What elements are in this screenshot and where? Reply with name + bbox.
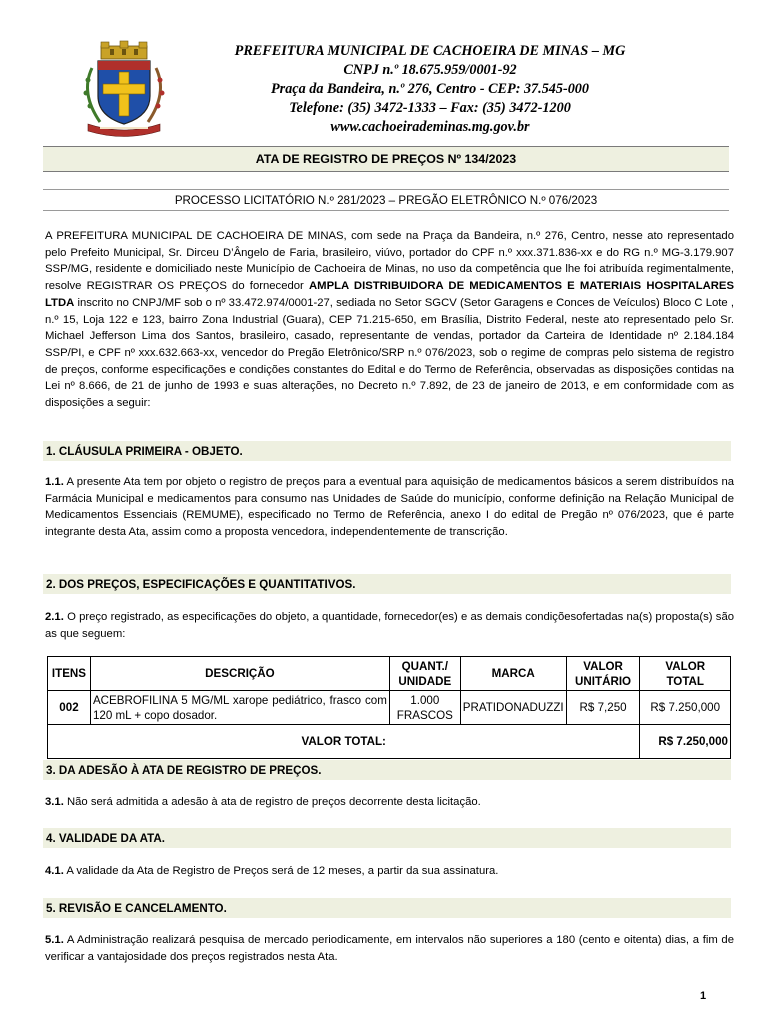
page-number: 1 xyxy=(700,990,707,1002)
price-table xyxy=(47,656,731,759)
clause-1-1 xyxy=(45,474,734,541)
col-header-vunit-line2: UNITÁRIO xyxy=(575,674,632,688)
municipal-coat-of-arms xyxy=(74,38,174,138)
clause-text: A validade da Ata de Registro de Preços será de 12 meses, a partir da sua assinatura. xyxy=(66,865,499,877)
col-header-descricao: DESCRIÇÃO xyxy=(90,657,389,691)
col-header-quant-line2: UNIDADE xyxy=(398,674,452,688)
section-5-heading: 5. REVISÃO E CANCELAMENTO. xyxy=(43,898,731,918)
clause-number: 3.1. xyxy=(45,796,64,808)
clause-text: A presente Ata tem por objeto o registro de preços para a eventual para aquisição de medicamentos básicos a serem distribuídos na Farmácia Municipal e medicamentos para consumo nas Unidades de Saúde do município, conforme definição na Relação Municipal de Medicamentos Essenciais (REMUME), especificado no Termo de Referência, anexo I do edital de Pregão nº 076/2023, que é parte integrante desta Ata, assim como a proposta vencedora, independentemente de transcrição. xyxy=(45,476,735,539)
clause-text: Não será admitida a adesão à ata de registro de preços decorrente desta licitação. xyxy=(66,796,481,808)
col-header-quant-line1: QUANT./ xyxy=(401,659,448,673)
intro-text-2: inscrito no CNPJ/MF sob o nº 33.472.974/0001-27, sediada no Setor SGCV (Setor Garagens e Conces de Veículos) Bloco C Lote , n.º 15, Loja 122 e 123, bairro Zona Industrial (Guara), CEP 71.215-650, em Brasília, Distrito Federal, neste ato representado pelo Sr. Michael Jefferson Lima dos Santos, brasileiro, casado, representante de vendas, portador da Carteira de Identidade nº 2.184.184 SSP/PI, e CPF nº xxx.632.663-xx, vencedor do Pregão Eletrônico/SRP n.º 076/2023, sob o regime de compras pelo sistema de registro de preços, conforme especificações e condições constantes do Edital e do Termo de Referência, observadas as disposições contidas na Lei nº 8.666, de 21 de junho de 1993 e suas alterações, no Decreto n.º 7.892, de 23 de janeiro de 2013, e em conformidade com as disposições a seguir: xyxy=(45,296,734,410)
clause-text: O preço registrado, as especificações do objeto, a quantidade, fornecedor(es) e as demais condiçõesofertadas na(s) proposta(s) são as que seguem: xyxy=(45,611,735,640)
col-header-vtotal-line1: VALOR xyxy=(665,659,706,673)
section-2-heading: 2. DOS PREÇOS, ESPECIFICAÇÕES E QUANTITATIVOS. xyxy=(43,574,731,594)
col-header-vtotal-line2: TOTAL xyxy=(666,674,705,688)
letterhead-municipality: PREFEITURA MUNICIPAL DE CACHOEIRA DE MINAS – MG xyxy=(234,43,626,59)
letterhead-website: www.cachoeirademinas.mg.gov.br xyxy=(330,119,530,135)
clause-number: 5.1. xyxy=(45,934,64,946)
cell-descricao: ACEBROFILINA 5 MG/ML xarope pediátrico, frasco com 120 mL + copo dosador. xyxy=(90,691,389,725)
cell-valor-unitario: R$ 7,250 xyxy=(566,691,640,725)
col-header-itens: ITENS xyxy=(48,657,91,691)
letterhead-address: Praça da Bandeira, n.º 276, Centro - CEP: 37.545-000 xyxy=(271,81,589,97)
cell-valor-total: R$ 7.250,000 xyxy=(640,691,731,725)
clause-4-1 xyxy=(45,863,734,880)
col-header-vunit-line1: VALOR xyxy=(583,659,623,673)
clause-text: A Administração realizará pesquisa de mercado periodicamente, em intervalos não superiores a 180 (cento e oitenta) dias, a fim de verificar a vantajosidade dos preços registrados nesta Ata. xyxy=(45,934,734,963)
table-total-row xyxy=(48,725,731,759)
cell-total-value: R$ 7.250,000 xyxy=(640,725,731,759)
cell-item: 002 xyxy=(48,691,91,725)
section-3-heading: 3. DA ADESÃO À ATA DE REGISTRO DE PREÇOS. xyxy=(43,760,731,780)
intro-paragraph xyxy=(45,228,734,412)
col-header-valor-total xyxy=(640,657,731,691)
cell-unidade: FRASCOS xyxy=(396,708,453,722)
clause-5-1 xyxy=(45,932,734,965)
supplier-name: AMPLA DISTRIBUIDORA DE MEDICAMENTOS E MATERIAIS HOSPITALARES LTDA xyxy=(45,280,734,309)
col-header-quantidade xyxy=(389,657,460,691)
cell-total-label: VALOR TOTAL: xyxy=(48,725,640,759)
process-reference: PROCESSO LICITATÓRIO N.º 281/2023 – PREGÃO ELETRÔNICO N.º 076/2023 xyxy=(43,189,729,211)
document-title: ATA DE REGISTRO DE PREÇOS Nº 134/2023 xyxy=(43,146,729,172)
cell-marca: PRATIDONADUZZI xyxy=(460,691,566,725)
letterhead xyxy=(200,42,660,137)
col-header-valor-unitario xyxy=(566,657,640,691)
section-4-heading: 4. VALIDADE DA ATA. xyxy=(43,828,731,848)
intro-text-1: A PREFEITURA MUNICIPAL DE CACHOEIRA DE MINAS, com sede na Praça da Bandeira, n.º 276, Centro, nesse ato representado pelo Prefeito Municipal, Sr. Dirceu D’Ângelo de Faria, brasileiro, viúvo, portador do CPF n.º xxx.371.836-xx e do RG n.º MG-3.179.907 SSP/MG, residente e domiciliado neste Município de Cachoeira de Minas, no uso da competência que lhe foi atribuída regimentalmente, resolve REGISTRAR OS PREÇOS do fornecedor xyxy=(45,230,734,293)
clause-number: 2.1. xyxy=(45,611,64,623)
col-header-marca: MARCA xyxy=(460,657,566,691)
letterhead-cnpj: CNPJ n.º 18.675.959/0001-92 xyxy=(343,62,517,78)
table-header-row xyxy=(48,657,731,691)
clause-number: 1.1. xyxy=(45,476,64,488)
clause-3-1 xyxy=(45,794,734,811)
clause-2-1 xyxy=(45,609,734,642)
section-1-heading: 1. CLÁUSULA PRIMEIRA - OBJETO. xyxy=(43,441,731,461)
cell-quantidade xyxy=(389,691,460,725)
clause-number: 4.1. xyxy=(45,865,64,877)
cell-quant: 1.000 xyxy=(410,693,440,707)
letterhead-phone: Telefone: (35) 3472-1333 – Fax: (35) 3472-1200 xyxy=(289,100,571,116)
table-row xyxy=(48,691,731,725)
